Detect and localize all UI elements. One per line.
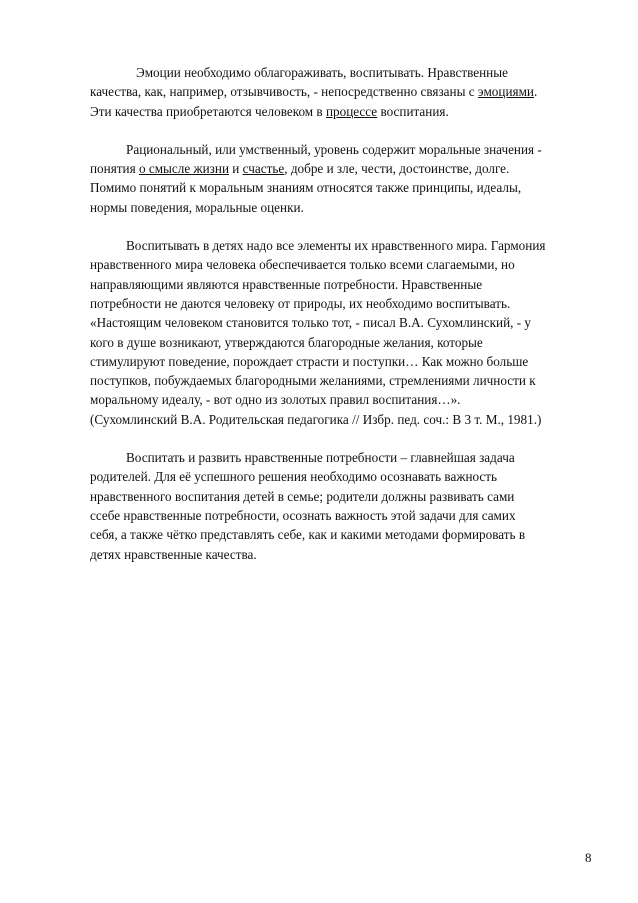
paragraph-1-line-1: Эмоции необходимо облагораживать, воспитывать. Нравственные [136,65,508,80]
text-fragment: и [229,161,243,177]
paragraph-3-line-5: «Настоящим человеком становится только тот, - писал В.А. Сухомлинский, - у [90,315,532,331]
paragraph-3-line-6: кого в душе возникают, утверждаются благородные желания, которые [90,334,483,350]
paragraph-3-line-4: потребности не даются человеку от природы, их необходимо воспитывать. [90,295,511,311]
paragraph-4-line-4: ссебе нравственные потребности, осознать важность этой задачи для самих [90,507,516,523]
paragraph-2 [90,140,594,217]
paragraph-3-line-9: моральному идеалу, - вот одно из золотых правил воспитания…». [90,392,461,408]
paragraph-3-line-1: Воспитывать в детях надо все элементы их нравственного мира. Гармония [126,238,546,254]
paragraph-1 [90,63,594,121]
paragraph-4-line-6: детях нравственные качества. [90,546,257,562]
paragraph-3-line-7: стимулируют поведение, порождает страсти и поступки… Как можно больше [90,353,529,369]
body-text [90,63,594,583]
paragraph-1-line-2 [90,82,594,101]
link-emotions[interactable]: эмоциями [477,84,534,100]
paragraph-4-line-1: Воспитать и развить нравственные потребности – главнейшая задача [126,450,515,466]
link-meaning-of-life[interactable]: о смысле жизни [138,161,229,177]
paragraph-3-line-8: поступков, побуждаемых благородными желаниями, стремлениями личности к [90,373,536,389]
text-fragment: воспитания. [377,103,449,119]
citation-line: (Сухомлинский В.А. Родительская педагогика // Избр. пед. соч.: В 3 т. М., 1981.) [90,411,542,427]
text-fragment: качества, как, например, отзывчивость, - непосредственно связаны с [90,84,478,100]
paragraph-2-line-4: нормы поведения, моральные оценки. [90,199,304,215]
text-fragment: . [533,84,538,100]
paragraph-4 [90,448,594,564]
paragraph-4-line-5: себя, а также чётко представлять себе, как и какими методами формировать в [90,527,526,543]
link-happiness[interactable]: счастье [242,161,285,177]
paragraph-2-line-1: Рациональный, или умственный, уровень содержит моральные значения - [126,141,542,157]
paragraph-3-line-3: направляющими являются нравственные потребности. Нравственные [90,276,483,292]
text-fragment: Эти качества приобретаются человеком в [90,103,326,119]
page-number: 8 [585,850,592,865]
paragraph-1-line-3 [90,102,594,121]
text-fragment: , добре и зле, чести, достоинстве, долге. [284,161,510,177]
paragraph-2-line-2 [90,159,594,178]
paragraph-3-line-2: нравственного мира человека обеспечивается только всеми слагаемыми, но [90,257,515,273]
text-fragment: понятия [90,161,139,177]
link-process[interactable]: процессе [325,103,378,119]
paragraph-2-line-3: Помимо понятий к моральным знаниям относятся также принципы, идеалы, [90,180,522,196]
paragraph-4-line-2: родителей. Для её успешного решения необходимо осознавать важность [90,469,498,485]
paragraph-4-line-3: нравственного воспитания детей в семье; родители должны развивать сами [90,488,515,504]
paragraph-3 [90,236,594,429]
